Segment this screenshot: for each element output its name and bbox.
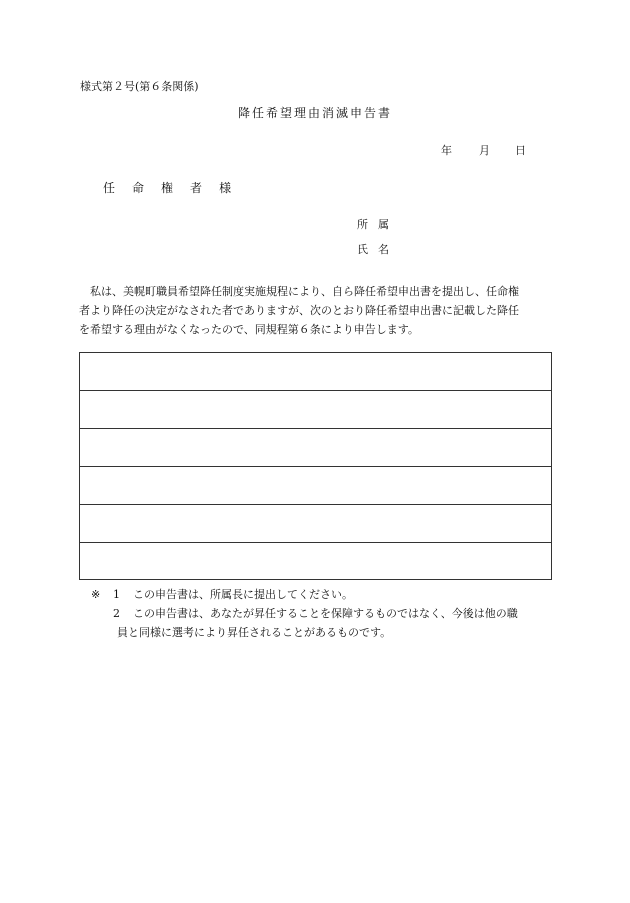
addressee-char: 様 (219, 181, 232, 195)
reason-entry-table (79, 352, 552, 580)
affiliation-char: 所 (357, 218, 368, 231)
addressee-char: 権 (161, 181, 174, 195)
addressee-char: 命 (132, 181, 145, 195)
reason-entry-row[interactable] (80, 353, 551, 391)
addressee (103, 182, 248, 194)
date-year-label: 年 (441, 144, 452, 157)
reason-entry-row[interactable] (80, 543, 551, 579)
reason-entry-row[interactable] (80, 505, 551, 543)
date-day-label: 日 (515, 144, 526, 157)
declaration-line: 者より降任の決定がなされた者でありますが、次のとおり降任希望申出書に記載した降任 (79, 304, 519, 317)
date-month-label: 月 (479, 144, 490, 157)
note-text: 員と同様に選考により昇任されることがあるものです。 (117, 626, 392, 639)
reason-entry-row[interactable] (80, 429, 551, 467)
affiliation-label (357, 219, 399, 230)
note-number: 2 (113, 607, 120, 620)
name-char: 氏 (357, 243, 368, 256)
addressee-char: 任 (103, 181, 116, 195)
reason-entry-row[interactable] (80, 467, 551, 505)
reason-entry-row[interactable] (80, 391, 551, 429)
note-number: 1 (113, 588, 120, 601)
document-title: 降任希望理由消滅申告書 (237, 106, 392, 120)
form-number: 様式第２号(第６条関係) (80, 80, 199, 93)
date-line (441, 145, 526, 156)
declaration-line: を希望する理由がなくなったので、同規程第６条により申告します。 (79, 323, 419, 336)
note-text: この申告書は、所属長に提出してください。 (133, 588, 353, 601)
declaration-text (79, 282, 559, 339)
note-mark: ※ (91, 588, 101, 601)
declaration-line: 私は、美幌町職員希望降任制度実施規程により、自ら降任希望申出書を提出し、任命権 (90, 285, 519, 298)
affiliation-char: 属 (378, 218, 389, 231)
name-char: 名 (378, 243, 389, 256)
note-text: この申告書は、あなたが昇任することを保障するものではなく、今後は他の職 (133, 607, 518, 620)
name-label (357, 244, 399, 255)
addressee-char: 者 (190, 181, 203, 195)
